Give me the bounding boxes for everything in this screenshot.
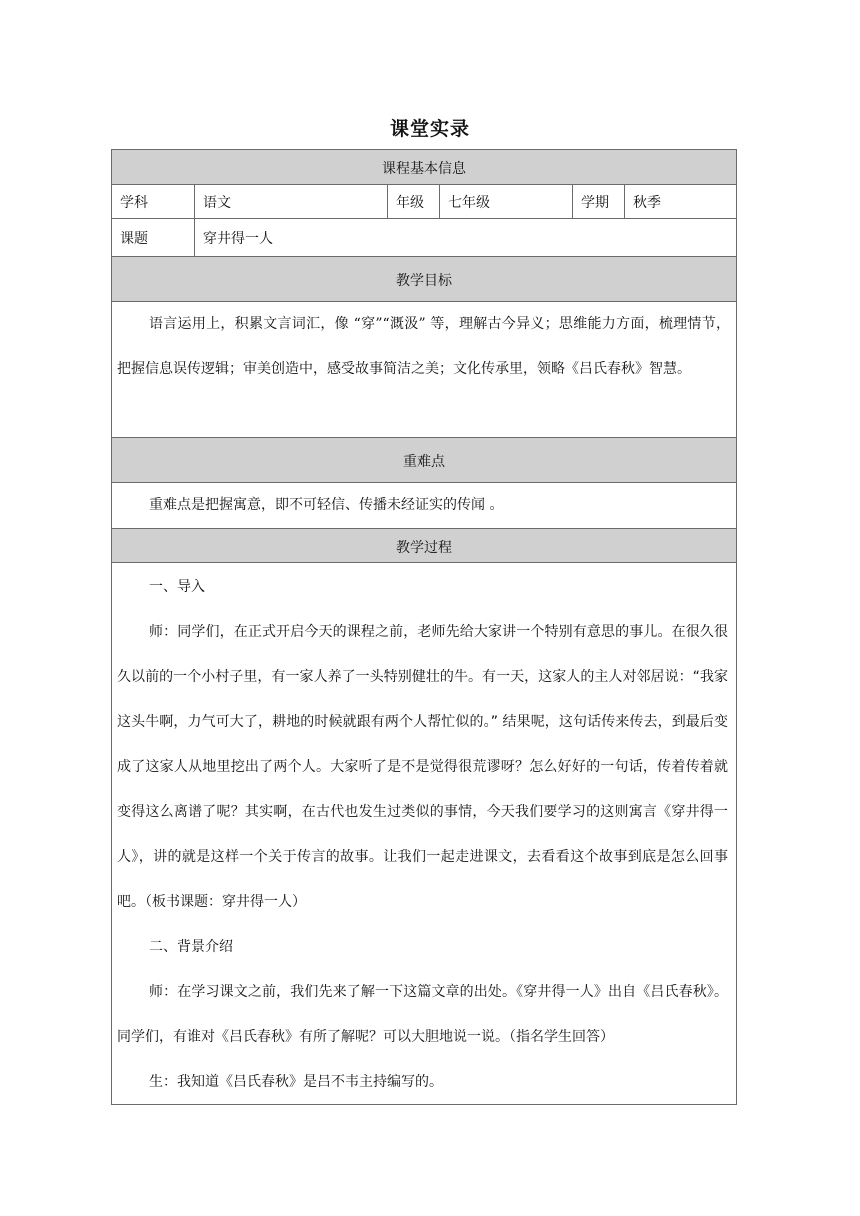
process-body	[112, 563, 736, 1104]
basic-info-header	[112, 150, 736, 185]
process-header-label: 教学过程	[396, 540, 452, 556]
topic-label: 课题	[112, 219, 195, 256]
process-background-paragraph: 师：在学习课文之前，我们先来了解一下这篇文章的出处。《穿井得一人》出自《吕氏春秋》。同学们，有谁对《吕氏春秋》有所了解呢？可以大胆地说一说。（指名学生回答）	[117, 984, 728, 1045]
topic-row	[112, 219, 736, 257]
lesson-record-table	[111, 149, 737, 1105]
grade-label: 年级	[388, 185, 440, 218]
term-value: 秋季	[633, 194, 661, 211]
subject-label: 学科	[112, 185, 195, 218]
objectives-header	[112, 257, 736, 302]
process-section-background-heading: 二、背景介绍	[149, 939, 233, 955]
objectives-text: 语言运用上，积累文言词汇，像 “穿”“溉汲” 等，理解古今异义；思维能力方面，梳理情节，把握信息误传逻辑；审美创造中，感受故事简洁之美；文化传承里，领略《吕氏春秋》智慧。	[117, 316, 730, 377]
subject-value: 语文	[195, 185, 388, 218]
topic-value: 穿井得一人	[203, 230, 273, 247]
objectives-header-label: 教学目标	[396, 273, 452, 289]
process-student-answer: 生：我知道《吕氏春秋》是吕不韦主持编写的。	[149, 1074, 443, 1090]
key-points-header	[112, 438, 736, 483]
process-header	[112, 529, 736, 563]
process-intro-paragraph: 师：同学们，在正式开启今天的课程之前，老师先给大家讲一个特别有意思的事儿。在很久很久以前的一个小村子里，有一家人养了一头特别健壮的牛。有一天，这家人的主人对邻居说：“我家这头牛啊，力气可大了，耕地的时候就跟有两个人帮忙似的。” 结果呢，这句话传来传去，到最后变成了这家人从地里挖出了两个人。大家听了是不是觉得很荒谬呀？怎么好好的一句话，传着传着就变得这么离谱了呢？其实啊，在古代也发生过类似的事情，今天我们要学习的这则寓言《穿井得一人》，讲的就是这样一个关于传言的故事。让我们一起走进课文，去看看这个故事到底是怎么回事吧。（板书课题：穿井得一人）	[117, 624, 728, 910]
grade-value: 七年级	[440, 185, 573, 218]
process-section-intro-heading: 一、导入	[149, 579, 205, 595]
key-points-header-label: 重难点	[403, 454, 445, 470]
objectives-body	[112, 302, 736, 438]
key-points-text: 重难点是把握寓意，即不可轻信、传播未经证实的传闻 。	[149, 497, 504, 513]
term-label: 学期	[573, 185, 625, 218]
document-title: 课堂实录	[389, 118, 470, 140]
subject-grade-term-row	[112, 185, 736, 219]
key-points-body	[112, 483, 736, 529]
basic-info-header-label: 课程基本信息	[382, 161, 466, 177]
